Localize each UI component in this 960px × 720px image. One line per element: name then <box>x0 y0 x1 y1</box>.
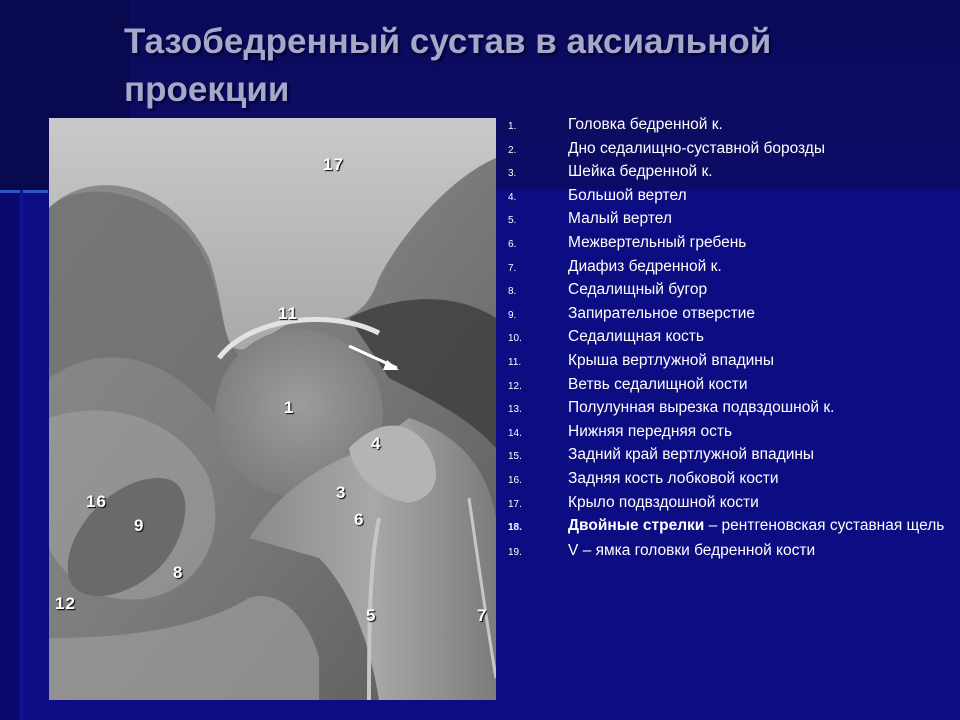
legend-item-number: 5. <box>508 215 517 227</box>
legend-item-text <box>568 517 944 535</box>
legend-item-number: 13. <box>508 404 522 416</box>
legend-item-number: 8. <box>508 286 517 298</box>
legend-item-number: 10. <box>508 333 522 345</box>
legend-item-number: 3. <box>508 168 517 180</box>
legend-item <box>508 374 948 398</box>
legend-item-number: 9. <box>508 309 517 321</box>
legend-list <box>508 114 948 564</box>
legend-item-number: 18. <box>508 522 522 534</box>
legend-item-text: Дно седалищно-суставной борозды <box>568 139 825 157</box>
legend-item-text: Запирательное отверстие <box>568 304 755 322</box>
legend-item <box>508 540 948 564</box>
legend-item <box>508 515 948 540</box>
legend-item <box>508 232 948 256</box>
legend-item <box>508 114 948 138</box>
legend-item-text: Задняя кость лобковой кости <box>568 469 779 487</box>
xray-label-12: 12 <box>55 594 76 613</box>
legend-item <box>508 138 948 162</box>
xray-drawing <box>49 118 496 700</box>
legend-item <box>508 444 948 468</box>
xray-label-6: 6 <box>354 510 365 529</box>
legend-item <box>508 303 948 327</box>
legend-item <box>508 326 948 350</box>
legend-item-text: Седалищный бугор <box>568 281 708 299</box>
xray-label-7: 7 <box>477 606 488 625</box>
legend-item <box>508 421 948 445</box>
legend-item-text: Большой вертел <box>568 186 687 204</box>
legend-item-text: Головка бедренной к. <box>568 116 723 133</box>
legend-item-text: Крыло подвздошной кости <box>568 493 759 511</box>
accent-line <box>0 190 48 193</box>
legend-item-number: 19. <box>508 547 522 559</box>
legend-item <box>508 279 948 303</box>
slide-title: Тазобедренный сустав в аксиальной проекции <box>124 22 772 109</box>
legend-item-text: V – ямка головки бедренной кости <box>568 542 816 560</box>
legend-item <box>508 397 948 421</box>
legend-item-number: 17. <box>508 498 522 510</box>
legend-item <box>508 468 948 492</box>
legend-item-text: Ветвь седалищной кости <box>568 375 748 393</box>
xray-label-8: 8 <box>173 563 184 582</box>
legend-item-number: 6. <box>508 238 517 250</box>
legend-item-number: 4. <box>508 191 517 203</box>
xray-label-11: 11 <box>278 304 298 323</box>
xray-label-16: 16 <box>86 492 107 511</box>
legend-item-number: 16. <box>508 474 522 486</box>
legend-item-number: 2. <box>508 144 517 156</box>
hip-xray-image <box>49 118 496 700</box>
legend-item-number: 12. <box>508 380 522 392</box>
xray-label-5: 5 <box>366 606 377 625</box>
legend-item <box>508 492 948 516</box>
xray-label-9: 9 <box>134 516 145 535</box>
xray-label-17: 17 <box>323 155 344 174</box>
legend-item-number: 15. <box>508 451 522 463</box>
legend-item-text: Диафиз бедренной к. <box>568 257 722 275</box>
legend-item-number: 7. <box>508 262 517 274</box>
legend-item-text: Нижняя передняя ость <box>568 422 733 440</box>
legend-item-rest-text: – рентгеновская суставная щель <box>704 517 945 535</box>
legend-item-text: Малый вертел <box>568 210 672 228</box>
legend-item-number: 1. <box>508 121 517 132</box>
legend-item-text: Межвертельный гребень <box>568 233 747 251</box>
legend-item-number: 11. <box>508 356 522 368</box>
legend-item <box>508 185 948 209</box>
legend-item <box>508 350 948 374</box>
legend-item-text: Шейка бедренной к. <box>568 163 713 181</box>
legend-item <box>508 208 948 232</box>
legend-item-number: 14. <box>508 427 522 439</box>
legend-item-text: Седалищная кость <box>568 328 704 346</box>
accent-line-vertical <box>20 190 23 720</box>
xray-label-4: 4 <box>371 434 382 453</box>
legend-item <box>508 256 948 280</box>
legend-item-bold-text: Двойные стрелки <box>568 517 705 535</box>
legend-item-text: Полулунная вырезка подвздошной к. <box>568 399 835 417</box>
legend-item <box>508 161 948 185</box>
xray-label-1: 1 <box>284 398 295 417</box>
xray-label-3: 3 <box>336 483 347 502</box>
legend-item-text: Задний край вертлужной впадины <box>568 446 815 464</box>
legend-item-text: Крыша вертлужной впадины <box>568 351 775 369</box>
